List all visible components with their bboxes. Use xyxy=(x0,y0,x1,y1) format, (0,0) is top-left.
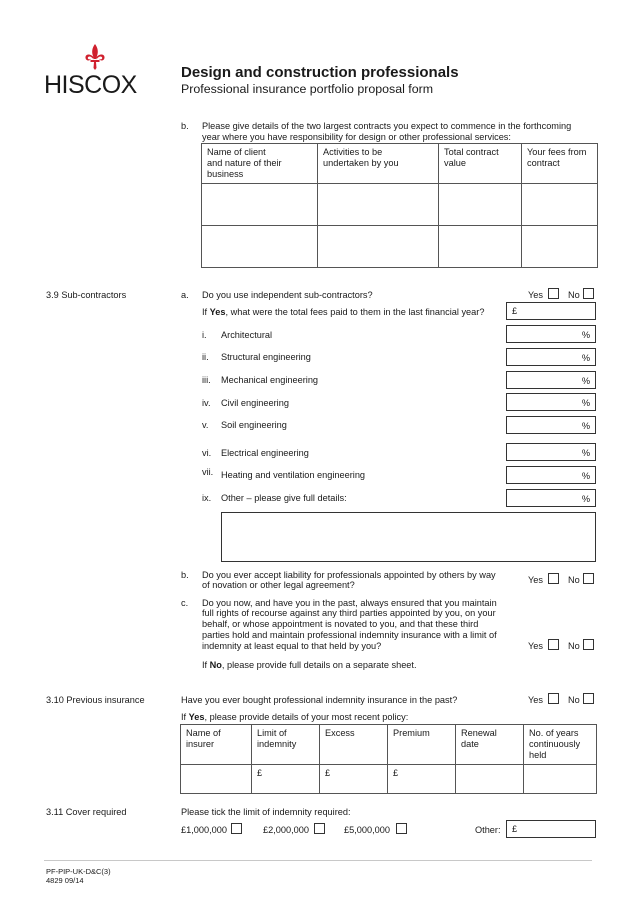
policy-header-limit: Limit of indemnity xyxy=(252,725,320,765)
question-b-novation-1: Do you ever accept liability for professionals appointed by others by way xyxy=(202,570,496,580)
cover-option-label-1m: £1,000,000 xyxy=(181,825,227,835)
policy-years-cell[interactable] xyxy=(524,765,597,794)
cover-1m-checkbox[interactable] xyxy=(231,823,242,834)
cover-option-label-5m: £5,000,000 xyxy=(344,825,390,835)
form-date: 4829 09/14 xyxy=(46,876,84,885)
heating-percent-input[interactable] xyxy=(506,466,596,484)
if-yes-fees-text: If Yes, what were the total fees paid to them in the last financial year? xyxy=(202,307,485,317)
question-letter-a: a. xyxy=(181,290,189,300)
no-label: No xyxy=(568,695,580,705)
percent-sign: % xyxy=(581,421,590,431)
section-label-3-11: 3.11 Cover required xyxy=(46,807,127,817)
question-b-text-2: year where you have responsibility for design or other professional services: xyxy=(202,132,511,142)
item-label-mechanical: Mechanical engineering xyxy=(221,375,319,385)
mechanical-percent-input[interactable] xyxy=(506,371,596,389)
subcontractors-yes-checkbox[interactable] xyxy=(548,288,559,299)
item-label-other: Other – please give full details: xyxy=(221,493,347,503)
form-subtitle: Professional insurance portfolio proposal form xyxy=(181,82,434,96)
question-c-text-5: indemnity at least equal to that held by you? xyxy=(202,641,382,651)
no-label: No xyxy=(568,290,580,300)
table-row xyxy=(202,184,598,226)
policy-table xyxy=(180,724,597,794)
item-label-civil: Civil engineering xyxy=(221,398,289,408)
yes-label: Yes xyxy=(528,695,543,705)
form-code: PF-PIP-UK-D&C(3) xyxy=(46,867,111,876)
previous-insurance-no-checkbox[interactable] xyxy=(583,693,594,704)
contracts-cell[interactable] xyxy=(202,226,318,268)
question-b-novation-2: of novation or other legal agreement? xyxy=(202,580,355,590)
structural-percent-input[interactable] xyxy=(506,348,596,366)
policy-renewal-cell[interactable] xyxy=(456,765,524,794)
item-number: ix. xyxy=(202,493,212,503)
cover-option-label-2m: £2,000,000 xyxy=(263,825,309,835)
question-a-text: Do you use independent sub-contractors? xyxy=(202,290,373,300)
contracts-cell[interactable] xyxy=(522,226,598,268)
pound-sign: £ xyxy=(512,824,518,834)
civil-percent-input[interactable] xyxy=(506,393,596,411)
question-c-text-4: parties hold and maintain professional indemnity insurance with a limit of xyxy=(202,630,497,640)
electrical-percent-input[interactable] xyxy=(506,443,596,461)
policy-excess-cell[interactable]: £ xyxy=(320,765,388,794)
previous-insurance-question: Have you ever bought professional indemnity insurance in the past? xyxy=(181,695,458,705)
other-cover-label: Other: xyxy=(475,825,501,835)
percent-sign: % xyxy=(581,448,590,458)
contracts-header-activities: Activities to be undertaken by you xyxy=(318,144,439,184)
question-letter-c: c. xyxy=(181,598,189,608)
question-letter-b: b. xyxy=(181,121,189,131)
policy-header-premium: Premium xyxy=(388,725,456,765)
percent-sign: % xyxy=(581,330,590,340)
question-c-text-3: behalf, or whose appointment is novated to you, and that these third xyxy=(202,619,479,629)
section-label-3-10: 3.10 Previous insurance xyxy=(46,695,145,705)
other-details-textarea[interactable] xyxy=(221,512,596,562)
item-number: iv. xyxy=(202,398,211,408)
hiscox-logo xyxy=(44,44,144,99)
contracts-cell[interactable] xyxy=(202,184,318,226)
item-number: iii. xyxy=(202,375,211,385)
yes-label: Yes xyxy=(528,575,543,585)
no-label: No xyxy=(568,641,580,651)
novation-no-checkbox[interactable] xyxy=(583,573,594,584)
yes-label: Yes xyxy=(528,641,543,651)
percent-sign: % xyxy=(581,376,590,386)
policy-details-text: If Yes, please provide details of your most recent policy: xyxy=(181,712,409,722)
soil-percent-input[interactable] xyxy=(506,416,596,434)
logo-wordmark: HISCOX xyxy=(44,71,137,99)
contracts-cell[interactable] xyxy=(318,226,439,268)
percent-sign: % xyxy=(581,353,590,363)
cover-prompt: Please tick the limit of indemnity required: xyxy=(181,807,351,817)
question-letter-b: b. xyxy=(181,570,189,580)
policy-premium-cell[interactable]: £ xyxy=(388,765,456,794)
cover-2m-checkbox[interactable] xyxy=(314,823,325,834)
policy-header-years: No. of years continuously held xyxy=(524,725,597,765)
percent-sign: % xyxy=(581,398,590,408)
item-number: v. xyxy=(202,420,209,430)
policy-insurer-cell[interactable] xyxy=(181,765,252,794)
section-label-3-9: 3.9 Sub-contractors xyxy=(46,290,127,300)
item-label-soil: Soil engineering xyxy=(221,420,287,430)
percent-sign: % xyxy=(581,494,590,504)
other-cover-input[interactable] xyxy=(506,820,596,838)
policy-header-renewal: Renewal date xyxy=(456,725,524,765)
recourse-yes-checkbox[interactable] xyxy=(548,639,559,650)
item-number: vi. xyxy=(202,448,212,458)
item-number: vii. xyxy=(202,467,214,477)
policy-header-insurer: Name of insurer xyxy=(181,725,252,765)
item-label-structural: Structural engineering xyxy=(221,352,311,362)
table-row xyxy=(202,226,598,268)
previous-insurance-yes-checkbox[interactable] xyxy=(548,693,559,704)
if-no-text: If No, please provide full details on a separate sheet. xyxy=(202,660,417,670)
contracts-table xyxy=(201,143,598,268)
list-item xyxy=(202,330,207,341)
item-number: i. xyxy=(202,330,207,340)
policy-header-excess: Excess xyxy=(320,725,388,765)
footer-divider xyxy=(44,860,592,861)
architectural-percent-input[interactable] xyxy=(506,325,596,343)
percent-sign: % xyxy=(581,471,590,481)
policy-limit-cell[interactable]: £ xyxy=(252,765,320,794)
contracts-cell[interactable] xyxy=(439,226,522,268)
cover-5m-checkbox[interactable] xyxy=(396,823,407,834)
recourse-no-checkbox[interactable] xyxy=(583,639,594,650)
no-label: No xyxy=(568,575,580,585)
total-fees-input[interactable] xyxy=(506,302,596,320)
contracts-cell[interactable] xyxy=(522,184,598,226)
item-label-electrical: Electrical engineering xyxy=(221,448,309,458)
item-number: ii. xyxy=(202,352,209,362)
question-c-text-2: full rights of recourse against any third parties appointed by you, on your xyxy=(202,608,496,618)
question-b-text-1: Please give details of the two largest contracts you expect to commence in the forthcoming xyxy=(202,121,572,131)
yes-label: Yes xyxy=(528,290,543,300)
fleur-de-lis-icon xyxy=(84,44,106,70)
item-label-architectural: Architectural xyxy=(221,330,273,340)
subcontractors-no-checkbox[interactable] xyxy=(583,288,594,299)
form-title: Design and construction professionals xyxy=(181,64,459,81)
contracts-cell[interactable] xyxy=(439,184,522,226)
table-row xyxy=(181,765,597,794)
contracts-header-total-value: Total contract value xyxy=(439,144,522,184)
contracts-cell[interactable] xyxy=(318,184,439,226)
other-percent-input[interactable] xyxy=(506,489,596,507)
pound-sign: £ xyxy=(512,306,518,316)
item-label-heating: Heating and ventilation engineering xyxy=(221,470,366,480)
contracts-header-client: Name of client and nature of their business xyxy=(202,144,318,184)
novation-yes-checkbox[interactable] xyxy=(548,573,559,584)
question-c-text-1: Do you now, and have you in the past, always ensured that you maintain xyxy=(202,598,497,608)
contracts-header-fees: Your fees from contract xyxy=(522,144,598,184)
